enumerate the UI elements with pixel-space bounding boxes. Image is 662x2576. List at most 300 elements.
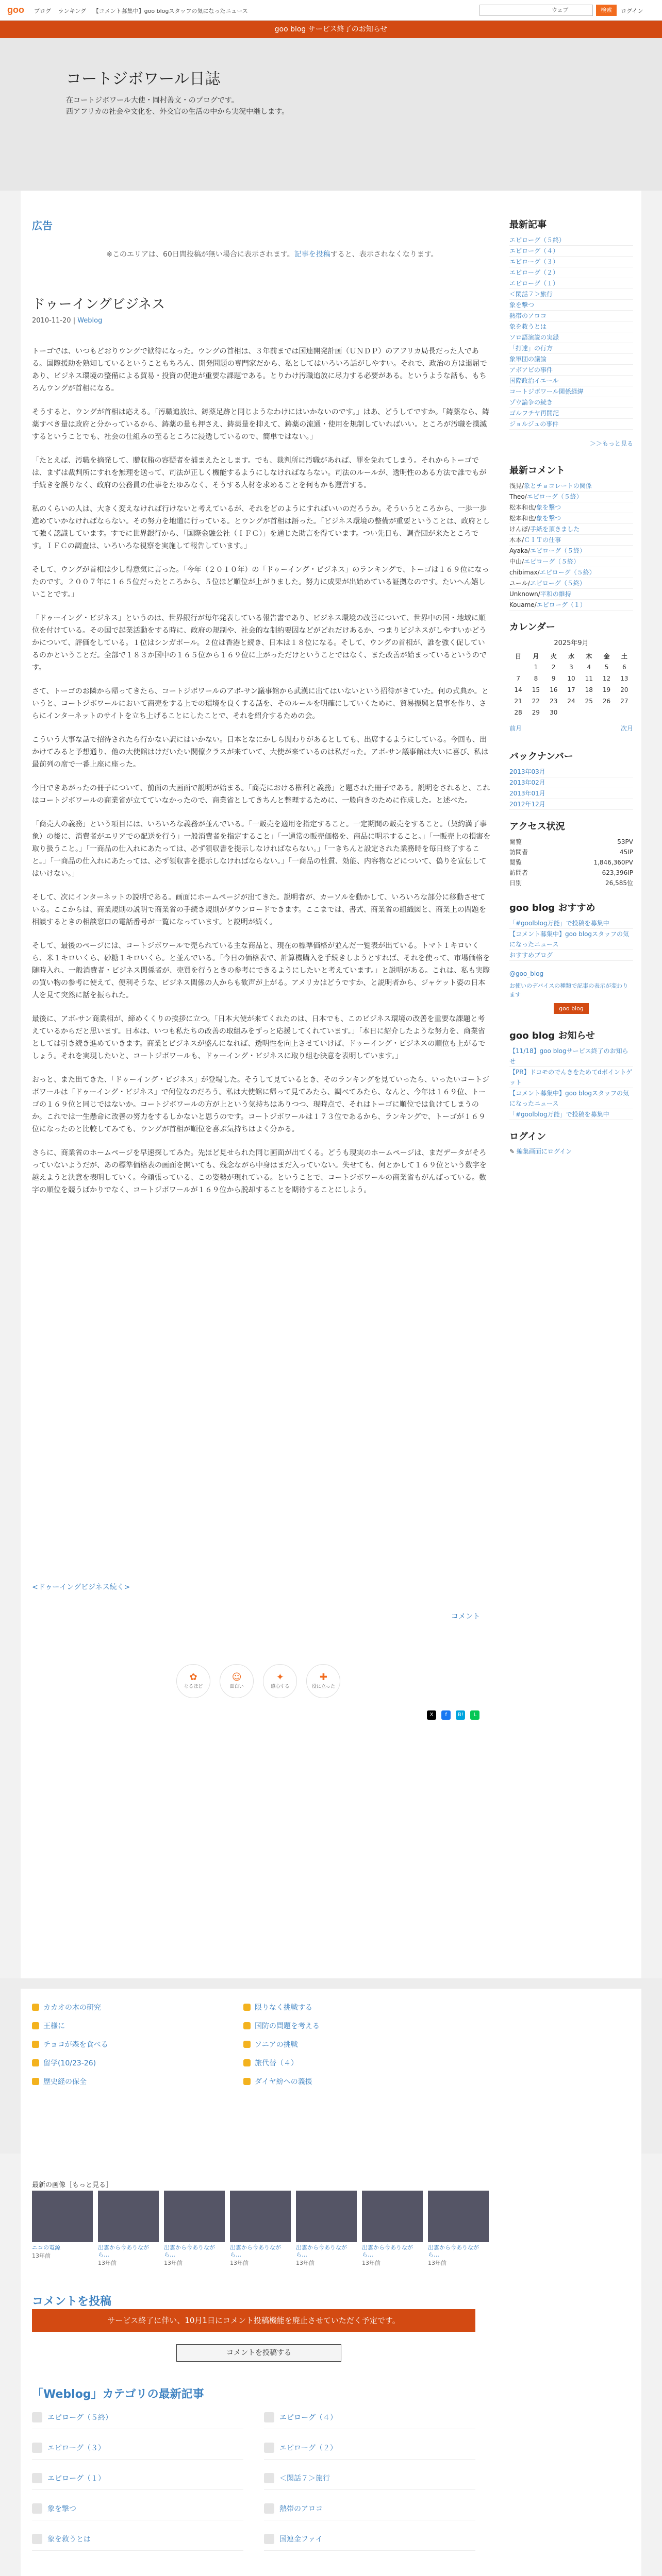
recent-post-item bbox=[509, 278, 633, 289]
lower-content bbox=[21, 1989, 641, 2576]
photo-caption[interactable]: 出雲から今ありながら… bbox=[98, 2244, 149, 2258]
recent-post-link[interactable]: 国際政治イエール bbox=[509, 377, 559, 384]
post-paragraph: 今日できあがったの冊子について、前面の大画面で説明が始まる。「商売における権利と義務」と題された冊子である。説明をされると、これはコートジボワールの商業省が立てていなかったので、商業省としてきちんと整理するために、一般向きのために作成した。と述べた。 bbox=[32, 784, 490, 805]
category-item[interactable] bbox=[32, 2055, 233, 2071]
recommend-item bbox=[509, 950, 633, 961]
recent-post-link[interactable]: コートジボワール関係経緯 bbox=[509, 388, 584, 395]
calendar-day: 10 bbox=[567, 675, 575, 682]
latest-link[interactable]: エピローグ（２） bbox=[279, 2444, 337, 2452]
calendar-day: 3 bbox=[569, 664, 573, 671]
share-buttons bbox=[424, 1710, 479, 1720]
calendar-day: 13 bbox=[620, 675, 628, 682]
calendar-day: 16 bbox=[550, 686, 558, 693]
category-item[interactable] bbox=[243, 2018, 444, 2034]
comment-author: けんぽ bbox=[509, 526, 528, 533]
post-paragraph: 最後に、アボ-サン商業相が、締めくくりの挨拶に立つ。「日本大使が来てくれたのは、日本でも、このビジネス環境の改善を重要な課題と考えているからだと思います。日本は、いつも私たちの改善の取組みをずっと応援してくれています。」「本日に紹介したような努力を、商業省としては引き続き進めていきます。商業とビジネスが盛んになれば、透明性を向上させていけば、ドゥーイング・ビジネスの順位も上がるでしょう。それを実現したいと、コートジボワールも、ドゥーイング・ビジネスに取り組む決意を表明しています。」 bbox=[32, 1015, 486, 1060]
recent-post-item bbox=[509, 386, 633, 397]
comment-item: 木本/ＣＩＴの仕事 bbox=[509, 535, 633, 546]
calendar-weekday: 火 bbox=[550, 652, 557, 660]
comment-item: Ayaka/エピローグ（５終） bbox=[509, 546, 633, 556]
comment-post-link[interactable]: 平和の維持 bbox=[540, 590, 571, 598]
recent-post-link[interactable]: ジョルジュの事件 bbox=[509, 420, 559, 428]
article-icon bbox=[264, 2503, 274, 2514]
sidebar-heading: 最新コメント bbox=[509, 465, 565, 476]
access-row bbox=[509, 878, 633, 888]
recent-post-item bbox=[509, 397, 633, 408]
latest-item bbox=[32, 2406, 243, 2429]
photo-caption[interactable]: 出雲から今ありながら… bbox=[230, 2244, 281, 2258]
post-paragraph: おっと、また出てきた、「ドゥーイング・ビジネス」が登場した。そうして見ているとき、そのランキングを見ていったら、いったいコートジボワールは「ドゥーイング・ビジネス」で何位なのだろう。私は大使館に帰って見てみたら、調べてみたら、なんと、今年は１６９位、トーゴの１６９位と同じではないか。コートジボワールの方が上という気持ちはありつつ、現時点で、それはトーゴに順位では負けてしまうのか。これでは一生懸命に改善の努力をするしかないと思うのです。コートジボワールは１７３位であるから、ランキングで、トーゴが１６９位になったのと比較してみても、ウングが首相が順位を喜ぶ気持ちはよく分かる。 bbox=[32, 1076, 489, 1133]
latest-item bbox=[264, 2436, 475, 2460]
comment-item: Kouame/エピローグ（１） bbox=[509, 600, 633, 611]
backnumber-item bbox=[509, 788, 633, 799]
folder-icon bbox=[243, 2059, 251, 2066]
photo-caption[interactable]: ニコの電源 bbox=[32, 2244, 60, 2251]
search-button[interactable]: 検索 bbox=[596, 5, 617, 16]
search-scope-select[interactable]: ウェブ bbox=[552, 7, 569, 13]
calendar-day: 30 bbox=[550, 709, 558, 716]
ad-notice-text: すると、表示されなくなります。 bbox=[330, 250, 438, 259]
comment-author: 松本和也 bbox=[509, 515, 535, 522]
category-link[interactable]: 旅代替（４） bbox=[255, 2059, 298, 2067]
photo-image bbox=[296, 2191, 357, 2242]
calendar-weekday: 金 bbox=[603, 652, 610, 660]
access-label: 訪問者 bbox=[509, 869, 528, 876]
post-paragraph: さて、トーゴのお隣から帰ってきたら、コートジボワールのアボ-サン議事館から武漢に出てはいないという招待がきていた。何の式典か。というと、コートジボワールにおいて商売をする上での環境を良くする話を、そのルールを明確にしていくために、貿易振興と農事を作り、さらにインターネットのサイトを立ち上げることにしたことで、それを紹介するための会。 bbox=[32, 687, 489, 720]
calendar-day: 7 bbox=[516, 675, 520, 682]
latest-link[interactable]: 象を救うとは bbox=[47, 2535, 91, 2544]
recent-post-link[interactable]: 熱帯のアロコ bbox=[509, 312, 547, 319]
recent-post-item bbox=[509, 343, 633, 354]
article-icon bbox=[32, 2473, 42, 2483]
calendar-day bbox=[562, 707, 580, 718]
post-paragraph: トーゴでは、いつもどおりウングで歓待になった。ウングの首相は、３年前までは国連開発計画（ＵＮＤＰ）のアフリカ局長だった人である。国際援助を熟知しているということもちろん、開発問題の専門家だから、私としてはいろいろ話がしやすい。それで、政治の方は退屈であり、ビジネス環境の整備による貿易・投資の促進が重要な課題である。とりわけ汚職追放に尽力する必要がある。というような話も、もちろんウングが首相になる。 bbox=[32, 347, 487, 393]
facebook-share-icon[interactable]: f bbox=[441, 1710, 451, 1720]
recent-post-link[interactable]: エピローグ（５終） bbox=[509, 236, 566, 244]
category-link[interactable]: カカオの木の研究 bbox=[43, 2004, 101, 2012]
photo-caption[interactable]: 出雲から今ありながら… bbox=[296, 2244, 347, 2258]
calendar-day: 8 bbox=[534, 675, 538, 682]
recent-post-link[interactable]: エピローグ（２） bbox=[509, 269, 559, 276]
continued-link[interactable]: <ドゥーイングビジネス続く> bbox=[32, 1583, 130, 1591]
blog-header bbox=[0, 38, 662, 191]
reaction-button[interactable] bbox=[263, 1664, 297, 1698]
article-icon bbox=[32, 2412, 42, 2422]
recent-post-link[interactable]: 「打達」の行方 bbox=[509, 345, 553, 352]
blog-desc-line: 在コートジボワール大使・岡村善文・のブログです。 bbox=[66, 96, 239, 105]
calendar-day: 15 bbox=[532, 686, 540, 693]
calendar-weekday: 木 bbox=[586, 652, 592, 660]
photo-image bbox=[164, 2191, 225, 2242]
photo-image bbox=[428, 2191, 489, 2242]
top-link-ranking[interactable]: ランキング bbox=[58, 8, 87, 14]
global-topbar bbox=[0, 0, 662, 21]
calendar-day: 22 bbox=[532, 698, 540, 705]
category-item[interactable] bbox=[32, 2036, 233, 2053]
latest-item bbox=[32, 2467, 243, 2490]
news-list bbox=[509, 1046, 633, 1120]
recent-post-link[interactable]: ＜閑話７＞旅行 bbox=[509, 291, 553, 298]
photo-thumb[interactable] bbox=[164, 2191, 225, 2267]
folder-icon bbox=[32, 2022, 39, 2029]
comment-item: 松本和也/象を撃つ bbox=[509, 502, 633, 513]
access-label: 日別 bbox=[509, 879, 522, 887]
recent-post-item bbox=[509, 321, 633, 332]
photo-image bbox=[362, 2191, 423, 2242]
calendar-weekday: 月 bbox=[533, 652, 539, 660]
comment-item: 松本和也/象を撃つ bbox=[509, 513, 633, 524]
calendar-month: 2025年9月 bbox=[554, 639, 589, 647]
reaction-buttons bbox=[176, 1664, 347, 1705]
hatena-share-icon[interactable]: B! bbox=[456, 1710, 465, 1720]
category-latest-list bbox=[32, 2406, 475, 2551]
access-row bbox=[509, 857, 633, 868]
post-paragraph: そして、次にインターネットの説明である。画面にホームページが出てきた。説明者が、カーソルを動かして、いろいろな部分に移動させている。ここからは、商業規則の説明で商業省の手続き規則がダウンロードできます。ここまでは、書式、商業省の組織図と、商業上の問題を相談するときの相談窓口の電話番号が一覧になっています。と説明が続く。 bbox=[32, 893, 486, 926]
line-share-icon[interactable]: L bbox=[470, 1710, 479, 1720]
sidebar-heading: goo blog お知らせ bbox=[509, 1030, 595, 1041]
comment-author: Ayaka bbox=[509, 547, 528, 554]
access-row bbox=[509, 868, 633, 878]
calendar-weekday: 土 bbox=[621, 652, 627, 660]
post-title: ドゥーイングビジネス bbox=[32, 297, 166, 312]
category-item[interactable] bbox=[243, 2055, 444, 2071]
access-row bbox=[509, 837, 633, 847]
sidebar-heading: アクセス状況 bbox=[509, 821, 565, 832]
access-label: 訪問者 bbox=[509, 849, 528, 856]
comment-link[interactable]: コメント bbox=[451, 1613, 480, 1621]
post-paragraph: 「ドゥーイング・ビジネス」というのは、世界銀行が毎年発表している報告書であり、ビジネス環境の改善について、世界中の国・地域に順位を付けている。その国で起業活動をする時に、政府の規制や、社会的な制約要因などがどれだけあるか、つまりビジネスがしやすいかどうかについて、評価をしている。１位はシンガポール。２位は香港と続き、日本は１８位になる。そして、ウングの首相が、誰を強く促しているのかということだ。全部で１８３か国中の１６５位から１６９位に上がっただけということではなく、また改善が始まっているというのです。 bbox=[32, 614, 487, 672]
comment-post-link[interactable]: エピローグ（５終） bbox=[530, 547, 586, 554]
folder-icon bbox=[243, 2004, 251, 2011]
reaction-button[interactable] bbox=[220, 1664, 254, 1698]
blog-title[interactable]: コートジボワール日誌 bbox=[66, 70, 221, 88]
backnumber-link[interactable]: 2013年03月 bbox=[509, 768, 545, 775]
access-value: 623,396IP bbox=[602, 869, 633, 876]
post-paragraph: 「たとえば、汚職を摘発して、贈収賄の容疑者を捕まえたとします。でも、裁判所に汚職があれば、罪を免れてしまう。それからトーゴでは、まずは裁判所にすれを無理を送って、司法が正しく機能するようにしなければならない。司法のルールが、透明性のある方法で誰でもが手続きを誤りなく、政府の公務員の仕事をたゆみなく、そうする人材を求めることを何もかも運営する。 bbox=[32, 456, 487, 489]
comment-item: Unknown/平和の維持 bbox=[509, 589, 633, 600]
comment-heading: コメントを投稿 bbox=[32, 2295, 112, 2308]
recommend-item bbox=[509, 929, 633, 950]
access-stats bbox=[509, 837, 633, 888]
post-paragraph: 私のくらいの人は、大きく変えなければ行けないと考えているが、それをどのようにすればいいのだろうか。そういうところから、一歩一歩進めていかなければならない。その努力を地道に行っている。とウングが首相は語った。「ビジネス環境の整備が重要ということは、政府として強く認識しています。すでに世界銀行から、「国際金融公社（ＩＦＣ）」を通じた助言を得ています。つい先日も、調査団が来たところです。ＩＦＣの調査は、いろいろな視察を実施して報告しています。」 bbox=[32, 505, 490, 550]
comment-author: ユール bbox=[509, 580, 528, 587]
category-item[interactable] bbox=[32, 2073, 233, 2090]
calendar-day: 20 bbox=[620, 686, 628, 693]
recent-post-item bbox=[509, 300, 633, 311]
access-value: 1,846,360PV bbox=[593, 859, 633, 866]
category-link[interactable]: 王様に bbox=[43, 2022, 65, 2030]
comment-post-link[interactable]: エピローグ（５終） bbox=[524, 558, 580, 565]
reaction-button[interactable] bbox=[306, 1664, 340, 1698]
recent-posts-list bbox=[509, 235, 633, 430]
calendar-next-link[interactable]: 次月 bbox=[620, 725, 633, 732]
folder-icon bbox=[243, 2041, 251, 2048]
calendar-day: 1 bbox=[534, 664, 538, 671]
comment-item: 浅見/象とチョコレートの関係 bbox=[509, 481, 633, 492]
latest-item bbox=[264, 2497, 475, 2520]
recent-post-link[interactable]: 象を救うとは bbox=[509, 323, 547, 330]
recent-photos bbox=[32, 2191, 489, 2267]
recent-post-item bbox=[509, 267, 633, 278]
category-link[interactable]: ソニアの挑戦 bbox=[255, 2041, 298, 2049]
post-paragraph: 「商売人の義務」という項目には、いろいろな義務が並んでいる。「一販売を適用を指定すること。一定期間の販売をすること。（契約満了事象）の後に、消費者がエリアでの配送を行う」一般消費者を指定すること」「一通常の販売価格を、商品に明示すること。」「一販売上の損害を取り扱うこと。」「一商品の仕入れにあたっては、必ず領収書を提示しなければならない。」「一きちんと設定された業務時を毎日終了すること。」「一商品の仕入れにあたっては、必ず領収書を提示しなければならない。」「一商品の性質、効能、内容物などについて、偽りを宣伝してはいけない。」 bbox=[32, 820, 491, 878]
folder-icon bbox=[32, 2059, 39, 2066]
ad-label: 広告 bbox=[32, 219, 53, 232]
top-nav bbox=[34, 7, 253, 15]
calendar-day: 9 bbox=[551, 675, 556, 682]
latest-link[interactable]: 象を撃つ bbox=[47, 2505, 76, 2513]
recent-post-item bbox=[509, 419, 633, 430]
news-link[interactable]: 【コメント募集中】goo blogスタッフの気になったニュース bbox=[509, 1090, 630, 1107]
comment-post-link[interactable]: エピローグ（５終） bbox=[539, 569, 595, 576]
recent-post-link[interactable]: エピローグ（１） bbox=[509, 280, 559, 287]
goo-logo[interactable]: goo bbox=[7, 5, 24, 15]
sidebar-heading: goo blog おすすめ bbox=[509, 903, 595, 913]
recent-post-link[interactable]: 象を撃つ bbox=[509, 301, 535, 309]
comment-post-link[interactable]: ＣＩＴの仕事 bbox=[524, 536, 561, 544]
comment-author: Unknown bbox=[509, 590, 538, 598]
calendar-day: 6 bbox=[622, 664, 626, 671]
calendar-day: 21 bbox=[514, 698, 522, 705]
sidebar-heading: バックナンバー bbox=[509, 751, 573, 762]
login-link[interactable]: ログイン bbox=[621, 8, 643, 14]
backnumber-link[interactable]: 2013年02月 bbox=[509, 779, 545, 786]
comment-author: 松本和也 bbox=[509, 504, 535, 511]
calendar-weekday: 水 bbox=[568, 652, 574, 660]
x-share-icon[interactable]: X bbox=[427, 1710, 436, 1720]
calendar-day: 26 bbox=[602, 698, 611, 705]
category-item[interactable] bbox=[243, 2073, 444, 2090]
ad-notice bbox=[32, 249, 512, 259]
comment-item: ユール/エピローグ（５終） bbox=[509, 578, 633, 589]
comment-author: Theo bbox=[509, 493, 525, 500]
comment-author: Kouame bbox=[509, 601, 535, 608]
photo-date: 13年前 bbox=[98, 2260, 117, 2266]
photo-thumb[interactable] bbox=[296, 2191, 357, 2267]
access-label: 閲覧 bbox=[509, 859, 522, 866]
photo-date: 13年前 bbox=[362, 2260, 380, 2266]
search-input[interactable] bbox=[479, 5, 593, 16]
comment-item: けんぽ/手紙を頂きました bbox=[509, 524, 633, 535]
calendar-day: 24 bbox=[567, 698, 575, 705]
recent-post-item bbox=[509, 257, 633, 267]
latest-link[interactable]: エピローグ（５終） bbox=[47, 2414, 112, 2422]
category-link[interactable]: チョコが森を食べる bbox=[43, 2041, 108, 2049]
calendar-day: 25 bbox=[585, 698, 593, 705]
backnumber-item bbox=[509, 799, 633, 810]
sparkle-icon: ✦ bbox=[276, 1672, 284, 1683]
recommend-link[interactable]: 「#goolblog万能」で投稿を募集中 bbox=[509, 920, 609, 927]
calendar-day: 29 bbox=[532, 709, 540, 716]
access-value: 45IP bbox=[619, 849, 633, 856]
news-link[interactable]: 【11/18】goo blogサービス終了のお知らせ bbox=[509, 1047, 628, 1065]
calendar-day: 2 bbox=[551, 664, 556, 671]
recent-photos-heading: 最新の画像［もっと見る］ bbox=[32, 2181, 113, 2189]
backnumber-link[interactable]: 2013年01月 bbox=[509, 790, 545, 797]
comment-author: chibimax bbox=[509, 569, 538, 576]
folder-icon bbox=[243, 2078, 251, 2085]
goo-blog-badge[interactable]: goo blog bbox=[554, 1003, 589, 1014]
blog-desc-line: 西アフリカの社会や文化を、外交官の生活の中から実況中継します。 bbox=[66, 108, 289, 116]
comment-post-link[interactable]: エピローグ（１） bbox=[536, 601, 586, 608]
calendar-prev-link[interactable]: 前月 bbox=[509, 725, 522, 732]
access-row bbox=[509, 847, 633, 857]
comment-author: 木本 bbox=[509, 536, 522, 544]
latest-item bbox=[264, 2406, 475, 2429]
news-link[interactable]: 【PR】ドコモのでんきをためてdポイントゲット bbox=[509, 1069, 633, 1086]
news-link[interactable]: 「#goolblog万能」で投稿を募集中 bbox=[509, 1111, 609, 1118]
top-link-news[interactable]: 【コメント募集中】goo blogスタッフの気になったニュース bbox=[93, 8, 248, 14]
more-posts-link[interactable]: ＞＞もっと見る bbox=[589, 440, 633, 447]
photo-image bbox=[98, 2191, 159, 2242]
folder-icon bbox=[243, 2022, 251, 2029]
latest-item bbox=[32, 2497, 243, 2520]
flower-icon: ✿ bbox=[189, 1672, 197, 1683]
comment-author: 浅見 bbox=[509, 482, 522, 489]
comment-author: 中山 bbox=[509, 558, 522, 565]
category-latest-heading: 「Weblog」カテゴリの最新記事 bbox=[32, 2388, 204, 2401]
recommend-link[interactable]: 【コメント募集中】goo blogスタッフの気になったニュース bbox=[509, 930, 630, 948]
article-icon bbox=[32, 2443, 42, 2453]
calendar-day: 11 bbox=[585, 675, 593, 682]
service-notice-bar bbox=[0, 21, 662, 38]
category-link[interactable]: ダイヤ紛への義援 bbox=[255, 2078, 312, 2086]
comment-post-link[interactable]: 象を撃つ bbox=[536, 504, 561, 511]
photo-thumb[interactable] bbox=[362, 2191, 423, 2267]
ad-area bbox=[32, 217, 512, 259]
recent-post-link[interactable]: アボアビの事件 bbox=[509, 366, 553, 374]
latest-link[interactable]: ＜閑話７＞旅行 bbox=[279, 2475, 330, 2483]
post-paragraph: こういう大事な話で招待されたら行かない訳にはいかない。日本となにかしら関わりがあるとしても、出席するようにしている。今回も、出かけてみると予想通り、他の大使館はけだいたい閣僚クラスが来ていて、大使が来ているのは私だった。アボ-サン議事館は大いに喜び、私は最前列の席で一番上座に座った。 bbox=[32, 736, 489, 769]
category-item[interactable] bbox=[32, 2018, 233, 2034]
post-paragraph: そうすると、ウングが首相は応える。「汚職追放は、鋳薬足跡と同じようなわけにはいかないのです。」はあ、どうしてですか。「鋳薬なら、鋳薬すべき量は政府と分かっているから、鋳薬の量も押さえ、鋳薬量を抑えて、鋳薬の流通・使用を規制していればいい。ところが汚職を撲滅するということでも、社会の仕組みの至るところに浸透しているので、簡単ではない。」 bbox=[32, 408, 490, 441]
recent-post-item bbox=[509, 332, 633, 343]
photo-date: 13年前 bbox=[296, 2260, 315, 2266]
category-item[interactable] bbox=[243, 2036, 444, 2053]
comment-closure-notice[interactable]: サービス終了に伴い、10月1日にコメント投稿機能を廃止させていただく予定です。 bbox=[32, 2309, 475, 2332]
calendar-day bbox=[598, 707, 615, 718]
recent-post-item bbox=[509, 365, 633, 376]
calendar-day: 28 bbox=[514, 709, 522, 716]
admin-login-link[interactable]: 編集画面にログイン bbox=[516, 1148, 572, 1155]
sidebar-heading: カレンダー bbox=[509, 622, 555, 633]
recent-post-link[interactable]: ソロ語演説の実録 bbox=[509, 334, 559, 341]
backnumber-item bbox=[509, 767, 633, 777]
recommend-item bbox=[509, 918, 633, 929]
article-icon bbox=[264, 2412, 274, 2422]
x-account-link[interactable]: @goo_blog bbox=[509, 970, 544, 977]
calendar-day bbox=[580, 707, 598, 718]
reaction-label: なるほど bbox=[184, 1684, 203, 1689]
recent-post-link[interactable]: 象軍団の議論 bbox=[509, 355, 547, 363]
post-body bbox=[32, 345, 491, 1208]
recent-post-item bbox=[509, 354, 633, 365]
photo-date: 13年前 bbox=[428, 2260, 446, 2266]
latest-link[interactable]: エピローグ（４） bbox=[279, 2414, 337, 2422]
photo-caption[interactable]: 出雲から今ありながら… bbox=[164, 2244, 215, 2258]
comment-post-link[interactable]: 手紙を頂きました bbox=[530, 526, 580, 533]
calendar-day bbox=[509, 662, 527, 673]
reaction-button[interactable] bbox=[176, 1664, 210, 1698]
service-notice-link[interactable]: goo blog サービス終了のお知らせ bbox=[274, 25, 388, 33]
category-list bbox=[32, 1999, 444, 2090]
comment-item: 中山/エピローグ（５終） bbox=[509, 556, 633, 567]
news-item bbox=[509, 1088, 633, 1109]
latest-link[interactable]: 国連金ファイ bbox=[279, 2535, 323, 2544]
photo-date: 13年前 bbox=[32, 2252, 51, 2259]
backnumber-link[interactable]: 2012年12月 bbox=[509, 801, 545, 808]
post-paragraph: さらに、商業省のホームページを早速探してみた。先ほど見せられた同じ画面が出てくる。どうも現実のホームページは、まだデータがそろっていないようだが、あの標準価格表の画面を開いても、残念ながら中身はまだ入っていない。失せても、何とかして１６９位という数字を越えようと決意を表明していく。今頑張っている、この姿勢が現れている。ということで、コートジボワールの商業省もがんばっている。数字の順位を競うばかりでなく、コートジボワールが１６９位から脱却することを期待することにしよう。 bbox=[32, 1149, 487, 1194]
article-icon bbox=[264, 2534, 274, 2544]
recent-post-item bbox=[509, 311, 633, 321]
backnumber-list bbox=[509, 767, 633, 810]
calendar-day: 27 bbox=[620, 698, 628, 705]
comment-item: Theo/エピローグ（５終） bbox=[509, 492, 633, 502]
reaction-label: 役に立った bbox=[311, 1684, 335, 1689]
top-link-blog[interactable]: ブログ bbox=[34, 8, 51, 14]
category-link[interactable]: 留学(10/23-26) bbox=[43, 2059, 96, 2067]
latest-item bbox=[32, 2528, 243, 2551]
recent-post-item bbox=[509, 289, 633, 300]
post-category-link[interactable]: Weblog bbox=[77, 317, 103, 325]
latest-link[interactable]: エピローグ（１） bbox=[47, 2475, 105, 2483]
recommend-link[interactable]: おすすめブログ bbox=[509, 952, 553, 959]
comment-post-link[interactable]: 象とチョコレートの関係 bbox=[524, 482, 592, 489]
latest-item bbox=[264, 2528, 475, 2551]
photo-date: 13年前 bbox=[164, 2260, 183, 2266]
recent-post-link[interactable]: エピローグ（４） bbox=[509, 247, 559, 255]
photo-thumb[interactable] bbox=[98, 2191, 159, 2267]
category-link[interactable]: 限りなく挑戦する bbox=[255, 2004, 312, 2012]
post-comment-button[interactable]: コメントを投稿する bbox=[176, 2344, 341, 2362]
comment-post-link[interactable]: エピローグ（５終） bbox=[529, 580, 586, 587]
recommend-list bbox=[509, 918, 633, 961]
category-link[interactable]: 国防の問題を考える bbox=[255, 2022, 320, 2030]
post-article-link[interactable]: 記事を投稿 bbox=[294, 250, 330, 259]
content-frame bbox=[21, 191, 641, 1978]
calendar-day: 19 bbox=[602, 686, 611, 693]
calendar-day: 17 bbox=[567, 686, 575, 693]
sidebar-heading: 最新記事 bbox=[509, 219, 547, 230]
folder-icon bbox=[32, 2004, 39, 2011]
plus-icon: ✚ bbox=[319, 1672, 327, 1683]
sidebar bbox=[509, 217, 633, 1156]
calendar-day: 14 bbox=[514, 686, 522, 693]
recent-post-link[interactable]: エピローグ（３） bbox=[509, 258, 559, 265]
recent-comments-list bbox=[509, 481, 633, 611]
access-label: 閲覧 bbox=[509, 838, 522, 845]
reaction-label: 面白い bbox=[229, 1684, 244, 1689]
latest-item bbox=[264, 2467, 475, 2490]
latest-link[interactable]: エピローグ（３） bbox=[47, 2444, 105, 2452]
category-item[interactable] bbox=[243, 1999, 444, 2015]
comment-item: chibimax/エピローグ（５終） bbox=[509, 567, 633, 578]
calendar-nav bbox=[509, 723, 633, 734]
latest-link[interactable]: 熱帯のアロコ bbox=[279, 2505, 323, 2513]
photo-thumb[interactable] bbox=[230, 2191, 291, 2267]
category-item[interactable] bbox=[32, 1999, 233, 2015]
recent-post-link[interactable]: ゾウ論争の続き bbox=[509, 399, 553, 406]
category-link[interactable]: 歴史経の保全 bbox=[43, 2078, 87, 2086]
photo-thumb[interactable] bbox=[428, 2191, 489, 2267]
comment-post-link[interactable]: エピローグ（５終） bbox=[526, 493, 583, 500]
photo-caption[interactable]: 出雲から今ありながら… bbox=[362, 2244, 413, 2258]
photo-thumb[interactable] bbox=[32, 2191, 93, 2267]
calendar-day: 23 bbox=[550, 698, 558, 705]
comment-post-link[interactable]: 象を撃つ bbox=[536, 515, 561, 522]
recent-post-link[interactable]: ゴルフチヤ再開記 bbox=[509, 410, 559, 417]
photo-caption[interactable]: 出雲から今ありながら… bbox=[428, 2244, 479, 2258]
